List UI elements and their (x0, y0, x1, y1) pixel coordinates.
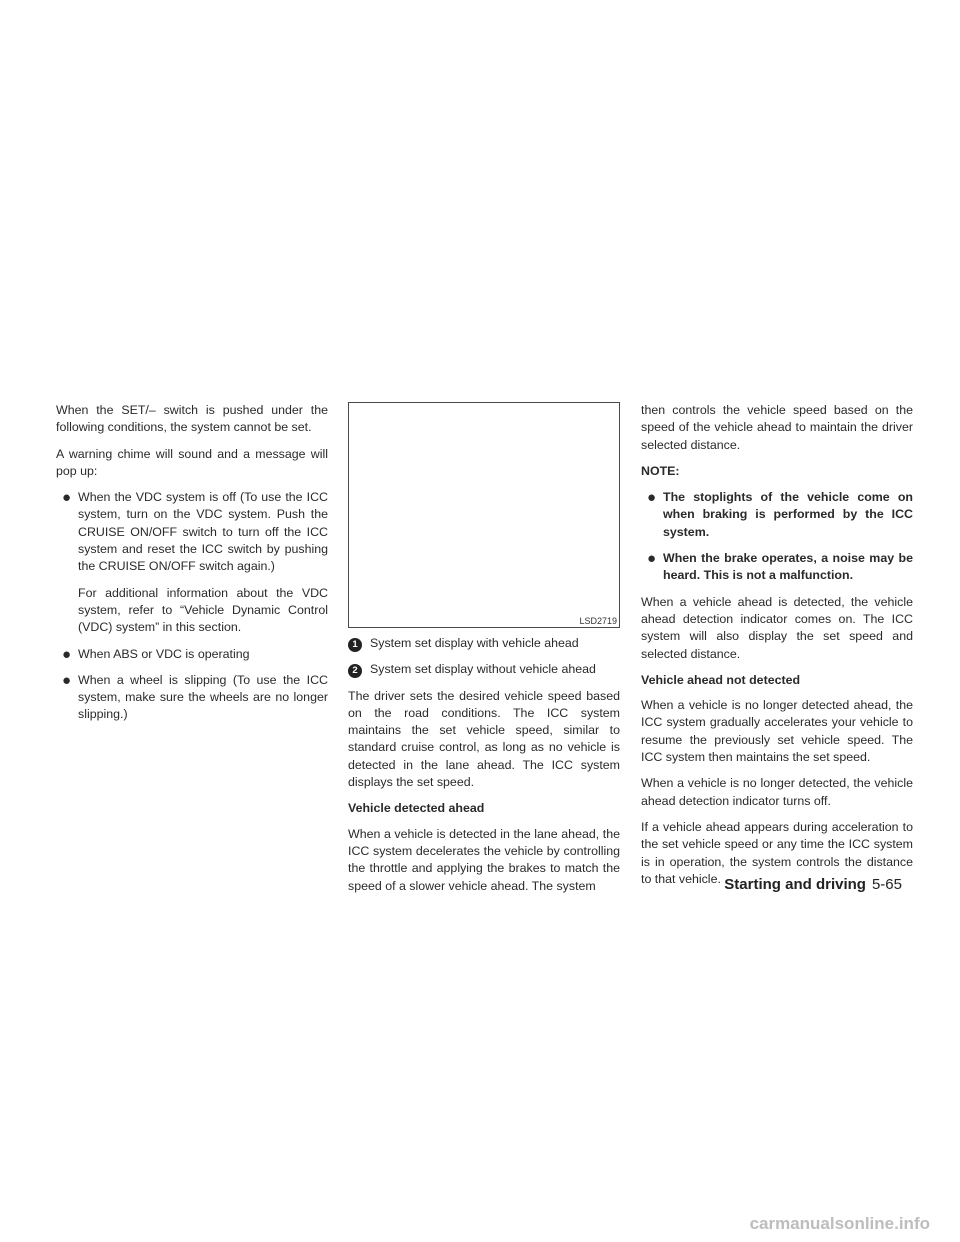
bullet-icon: ● (61, 645, 71, 663)
figure-code: LSD2719 (579, 616, 617, 626)
right-column (641, 402, 913, 897)
vdc-reference-note: For additional information about the VDC system, refer to “Vehicle Dynamic Control (VDC) system” in this section. (78, 585, 328, 635)
bullet-icon: ● (61, 671, 71, 689)
bullet-icon: ● (646, 550, 656, 568)
warning-paragraph: A warning chime will sound and a message will pop up: (56, 446, 328, 478)
note-bullet (641, 550, 913, 585)
callout-number-icon: 1 (348, 635, 370, 652)
body-paragraph: When a vehicle is no longer detected ahead, the ICC system gradually accelerates your vehicle to resume the previously set vehicle speed. The ICC system then maintains the set speed. (641, 698, 913, 765)
section-heading: Vehicle detected ahead (348, 801, 485, 816)
body-paragraph: When a vehicle is no longer detected, the vehicle ahead detection indicator turns off. (641, 776, 913, 808)
illustration-figure (348, 402, 620, 628)
note-text: The stoplights of the vehicle come on when braking is performed by the ICC system. (663, 490, 913, 539)
note-text: When the brake operates, a noise may be heard. This is not a malfunction. (663, 551, 913, 583)
watermark: carmanualsonline.info (749, 1214, 930, 1233)
bullet-text: When a wheel is slipping (To use the ICC system, make sure the wheels are no longer slipping.) (78, 672, 328, 722)
body-paragraph: The driver sets the desired vehicle speed based on the road conditions. The ICC system maintains the set vehicle speed, similar to standard cruise control, as long as no vehicle is detected in the lane ahead. The ICC system displays the set speed. (348, 688, 620, 790)
note-bullet (641, 489, 913, 541)
page-footer (724, 876, 902, 894)
left-column (56, 402, 328, 733)
callout-number-icon: 2 (348, 661, 370, 678)
body-paragraph: If a vehicle ahead appears during acceleration to the set vehicle speed or any time the ICC system is in operation, the system controls the distance to that vehicle. (641, 819, 913, 886)
body-paragraph: When a vehicle ahead is detected, the vehicle ahead detection indicator comes on. The ICC system will also display the set speed and selected distance. (641, 594, 913, 661)
bullet-text: When ABS or VDC is operating (78, 646, 250, 661)
note-label: NOTE: (641, 463, 680, 478)
bullet-item (56, 489, 328, 575)
caption-text: System set display with vehicle ahead (370, 636, 579, 650)
body-paragraph: then controls the vehicle speed based on the speed of the vehicle ahead to maintain the driver selected distance. (641, 403, 913, 452)
caption-text: System set display without vehicle ahead (370, 662, 596, 677)
body-paragraph: When a vehicle is detected in the lane ahead, the ICC system decelerates the vehicle by controlling the throttle and applying the brakes to match the speed of a slower vehicle ahead. The system (348, 826, 620, 893)
bullet-icon: ● (61, 489, 71, 507)
bullet-text: When the VDC system is off (To use the ICC system, turn on the VDC system. Push the CRUISE ON/OFF switch to turn off the ICC system and reset the ICC switch by pushing the CRUISE ON/OFF switch again.) (78, 490, 328, 574)
figure-caption (348, 635, 620, 652)
middle-column (348, 402, 620, 904)
section-title: Starting and driving (724, 876, 866, 893)
intro-paragraph: When the SET/– switch is pushed under the following conditions, the system cannot be set. (56, 403, 328, 435)
section-heading: Vehicle ahead not detected (641, 672, 801, 687)
bullet-item (56, 672, 328, 724)
page-number: 5-65 (871, 876, 902, 893)
bullet-icon: ● (646, 489, 656, 507)
figure-caption (348, 661, 620, 678)
bullet-item (56, 646, 328, 663)
